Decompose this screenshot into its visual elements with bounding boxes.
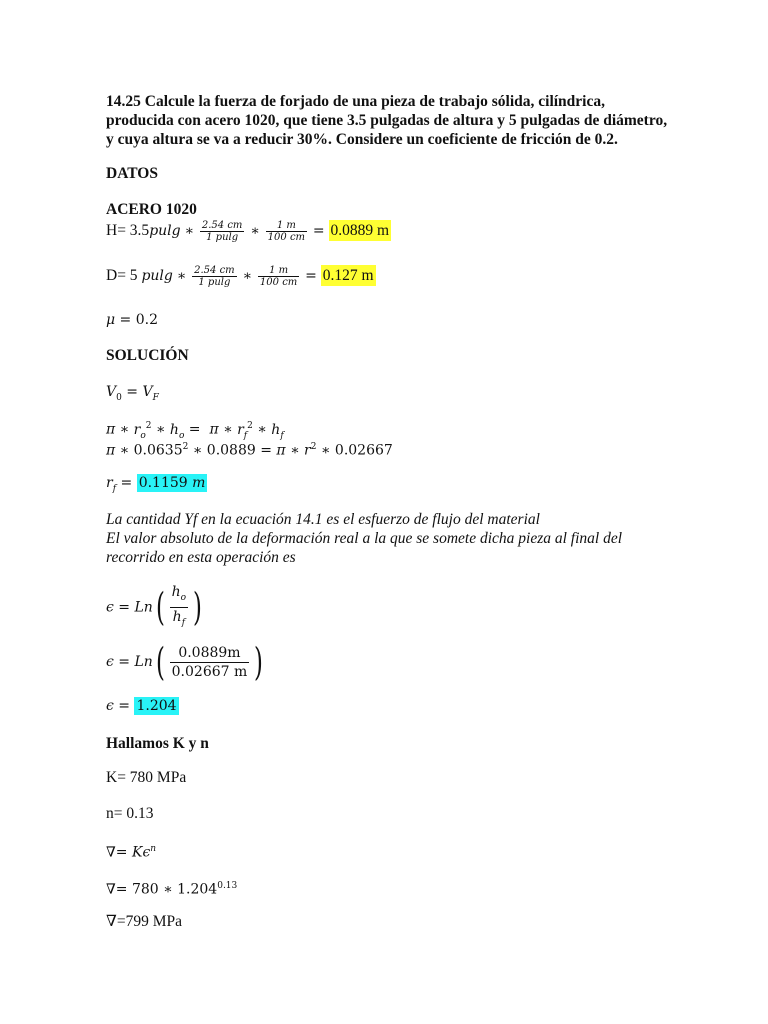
diameter-fraction-1: $\frac{2.54 cm}{1 pulg}$ xyxy=(194,264,235,288)
diameter-label: D= 5 xyxy=(106,267,142,284)
volume-constancy: $V_0 = V_F$ xyxy=(106,384,159,403)
explanation-line-1: La cantidad Yf en la ecuación 14.1 es el esfuerzo de flujo del material xyxy=(106,511,540,528)
problem-line-3: y cuya altura se va a reducir 30%. Considere un coeficiente de fricción de 0.2. xyxy=(106,131,618,148)
explanation-text xyxy=(106,510,622,567)
height-conversion: H= 3.5pulg ∗ $\frac{2.54 cm}{1 pulg}$ ∗ $\frac{1 m}{100 cm}$ = 0.0889 m xyxy=(106,219,390,243)
problem-line-2: producida con acero 1020, que tiene 3.5 pulgadas de altura y 5 pulgadas de diámetro, xyxy=(106,112,668,129)
diameter-unit: pulg xyxy=(141,268,173,284)
solucion-heading: SOLUCIÓN xyxy=(106,347,189,364)
final-radius: $r_f = 0.1159$ m xyxy=(106,475,206,494)
explanation-line-2: El valor absoluto de la deformación real a la que se somete dicha pieza al final del xyxy=(106,530,623,547)
height-fraction-2: $\frac{1 m}{100 cm}$ xyxy=(267,219,306,243)
diameter-conversion: D= 5 pulg ∗ $\frac{2.54 cm}{1 pulg}$ ∗ $\frac{1 m}{100 cm}$ = 0.127 m xyxy=(106,264,374,288)
n-value: n= 0.13 xyxy=(106,805,154,822)
datos-heading: DATOS xyxy=(106,165,158,182)
acero-heading: ACERO 1020 xyxy=(106,201,197,218)
final-radius-result: 0.1159 m xyxy=(138,475,206,491)
diameter-fraction-2: $\frac{1 m}{100 cm}$ xyxy=(259,264,298,288)
problem-line-1: 14.25 Calcule la fuerza de forjado de una pieza de trabajo sólida, cilíndrica, xyxy=(106,93,605,110)
height-fraction-1: $\frac{2.54 cm}{1 pulg}$ xyxy=(201,219,243,243)
friction-value: 0.2 xyxy=(135,312,159,328)
strain-result: 1.204 xyxy=(136,698,177,714)
diameter-result: 0.127 m xyxy=(322,267,374,284)
k-value: K= 780 MPa xyxy=(106,769,187,786)
flow-stress-result: ∇=799 MPa xyxy=(106,913,182,930)
volume-equation-symbolic: π ∗ $r_o^2$ ∗ $h_o = \pi$ ∗ $r_f^2$ ∗ $h_f$ xyxy=(106,421,284,441)
flow-stress-formula: ∇= $K\epsilon^n$ xyxy=(106,844,157,861)
explanation-line-3: recorrido en esta operación es xyxy=(106,549,296,566)
strain-numeric: ϵ = Ln( $\frac{0.0889m}{0.02667 m}$ ) xyxy=(106,640,264,684)
height-result: 0.0889 m xyxy=(330,222,390,239)
height-label: H= 3.5 xyxy=(106,222,150,239)
height-unit: pulg xyxy=(149,223,181,239)
flow-stress-numeric: ∇= 780 ∗ $1.204^{0.13}$ xyxy=(106,881,238,898)
hallamos-heading: Hallamos K y n xyxy=(106,735,209,752)
friction-equation: μ = 0.2 xyxy=(106,312,159,328)
volume-equation-numeric: π ∗ 0.0635$^2$ ∗ 0.0889 = π ∗ $r^2$ ∗ 0.02667 xyxy=(106,442,393,459)
strain-result-line: ϵ = 1.204 xyxy=(106,698,177,714)
strain-formula: ϵ = Ln( $\frac{h_o}{h_f}$ ) xyxy=(106,584,202,630)
problem-statement xyxy=(106,92,667,149)
